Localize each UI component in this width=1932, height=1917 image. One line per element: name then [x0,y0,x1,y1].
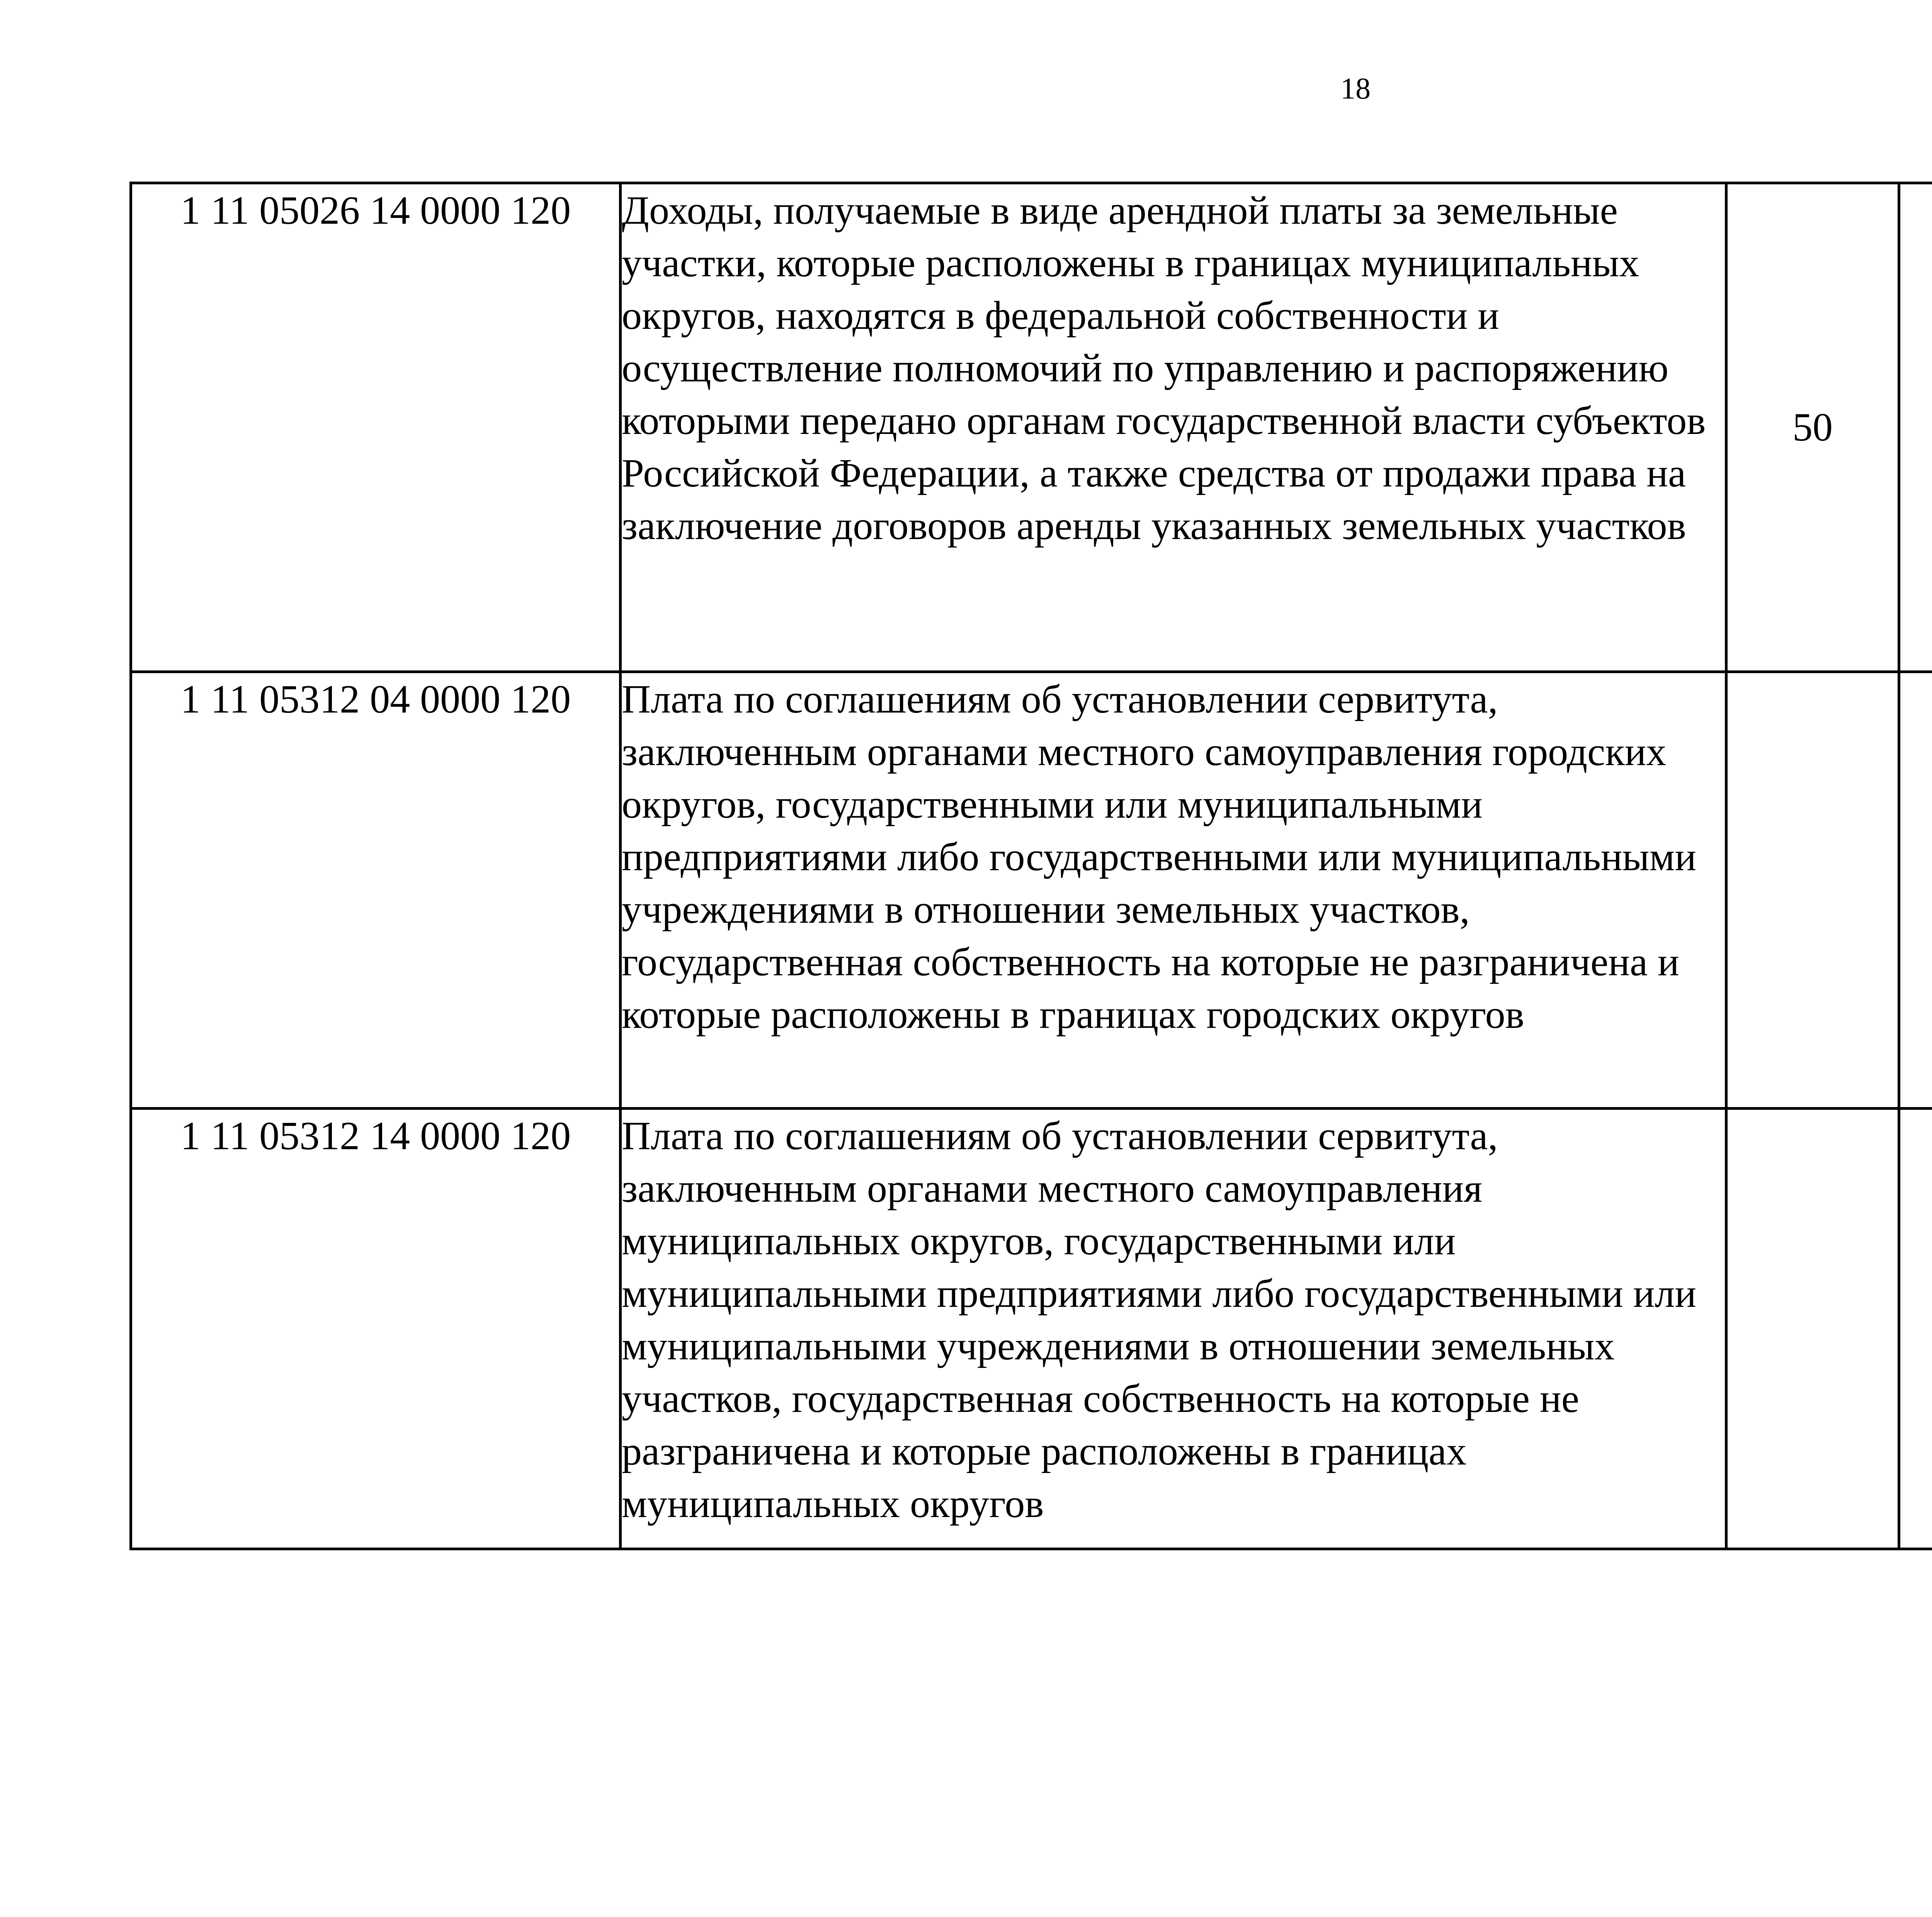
revenue-description-cell: Плата по соглашениям об установлении сервитута, заключенным органами местного самоуправления городских округов, государственными или муниципальными предприятиями либо государственными или муниципальными учреждениями в отношении земельных участков, государственная собственность на которые не разграничена и которые расположены в границах городских округов [621,672,1726,1109]
budget-code-cell: 1 11 05026 14 0000 120 [131,183,621,672]
budget-code-cell: 1 11 05312 14 0000 120 [131,1109,621,1549]
value-cell [1899,1109,1932,1549]
table-row [131,672,1932,1109]
table-row [131,183,1932,672]
revenue-description-cell: Плата по соглашениям об установлении сервитута, заключенным органами местного самоуправления муниципальных округов, государственными или муниципальными предприятиями либо государственными или муниципальными учреждениями в отношении земельных участков, государственная собственность на которые не разграничена и которые расположены в границах муниципальных округов [621,1109,1726,1549]
value-cell [1899,672,1932,1109]
page-number: 18 [1340,71,1371,105]
budget-code-cell: 1 11 05312 04 0000 120 [131,672,621,1109]
revenue-description-cell: Доходы, получаемые в виде арендной платы за земельные участки, которые расположены в границах муниципальных округов, находятся в федеральной собственности и осуществление полномочий по управлению и распоряжению которыми передано органам государственной власти субъектов Российской Федерации, а также средства от продажи права на заключение договоров аренды указанных земельных участков [621,183,1726,672]
revenue-table [129,182,1932,1550]
value-cell [1726,1109,1899,1549]
value-cell [1899,183,1932,672]
value-cell: 50 [1726,183,1899,672]
table-row [131,1109,1932,1549]
value-cell [1726,672,1899,1109]
